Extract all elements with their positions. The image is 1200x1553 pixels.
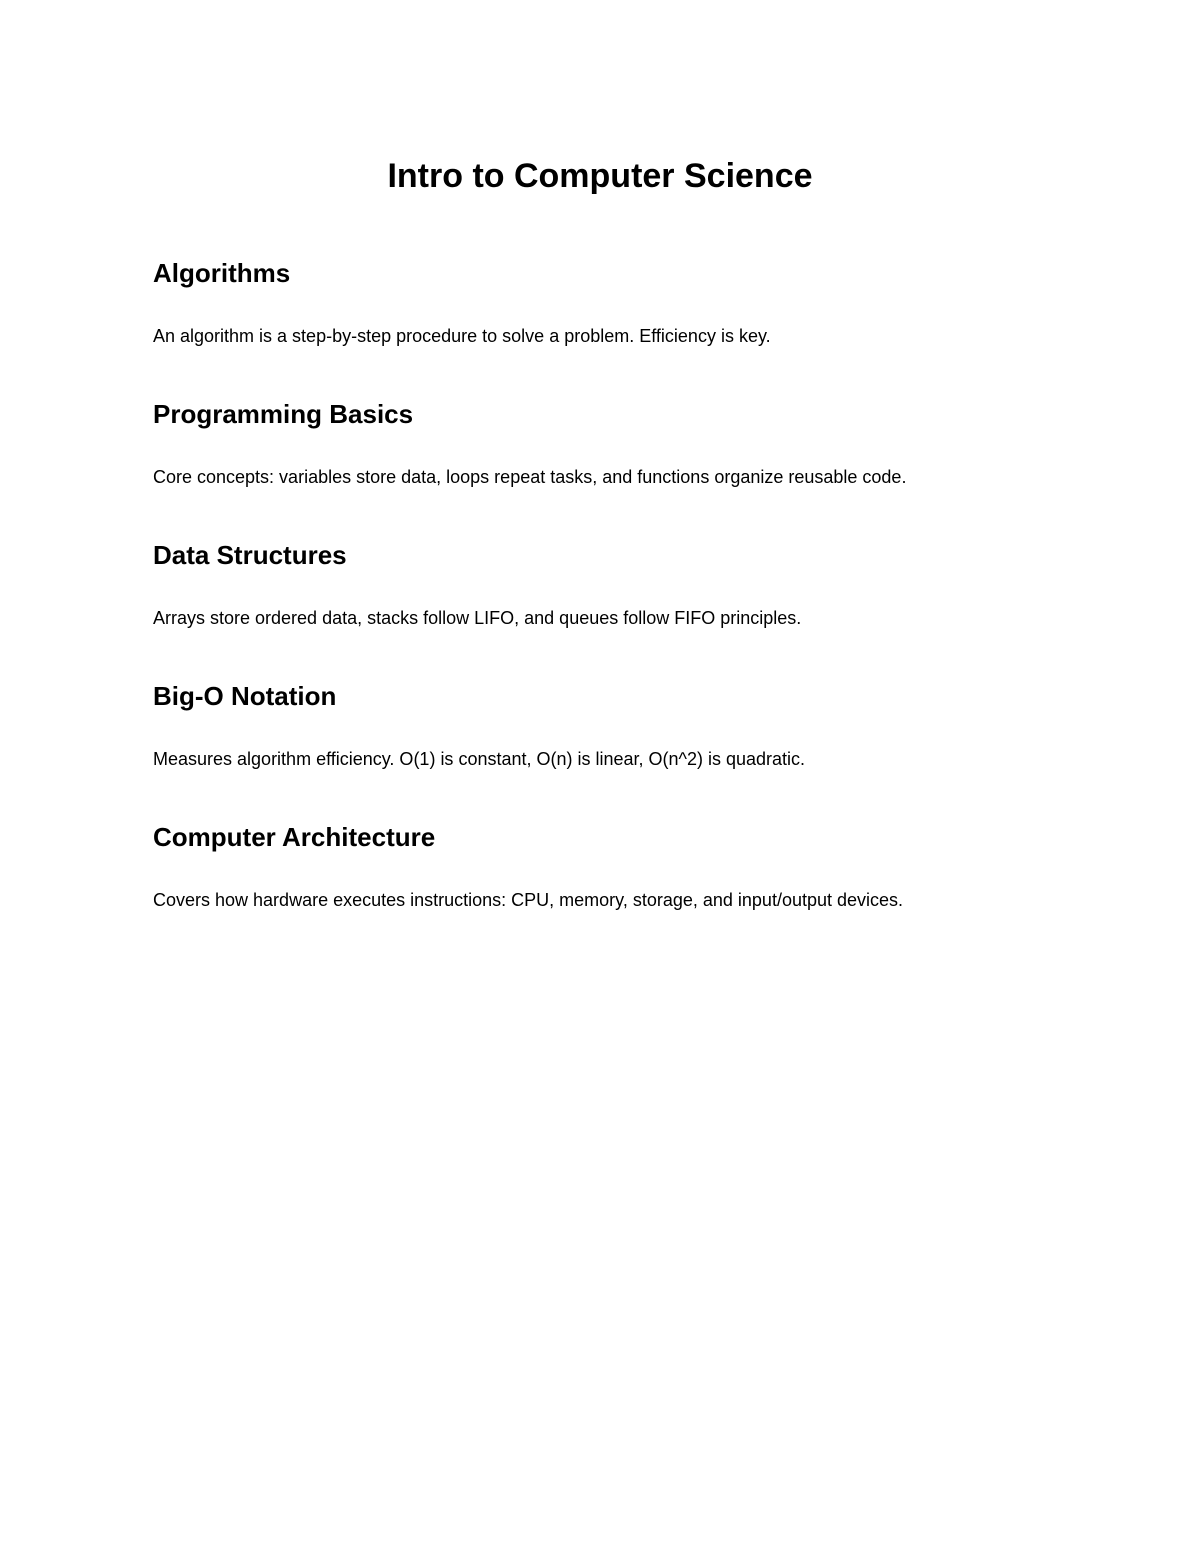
section-programming-basics — [153, 398, 1113, 487]
section-algorithms — [153, 257, 1113, 346]
section-body: Arrays store ordered data, stacks follow LIFO, and queues follow FIFO principles. — [153, 608, 802, 628]
section-computer-architecture — [153, 821, 1113, 910]
section-heading: Data Structures — [153, 540, 347, 570]
section-heading: Programming Basics — [153, 399, 414, 429]
section-data-structures — [153, 539, 1113, 628]
section-body: Covers how hardware executes instructions: CPU, memory, storage, and input/output devices. — [153, 890, 904, 910]
section-big-o-notation — [153, 680, 1113, 769]
page-title: Intro to Computer Science — [387, 157, 813, 195]
section-body: Measures algorithm efficiency. O(1) is constant, O(n) is linear, O(n^2) is quadratic. — [153, 749, 806, 769]
section-heading: Computer Architecture — [153, 822, 436, 852]
section-body: An algorithm is a step-by-step procedure to solve a problem. Efficiency is key. — [153, 326, 771, 346]
section-heading: Big-O Notation — [153, 681, 337, 711]
section-heading: Algorithms — [153, 258, 291, 288]
section-body: Core concepts: variables store data, loops repeat tasks, and functions organize reusable code. — [153, 467, 907, 487]
